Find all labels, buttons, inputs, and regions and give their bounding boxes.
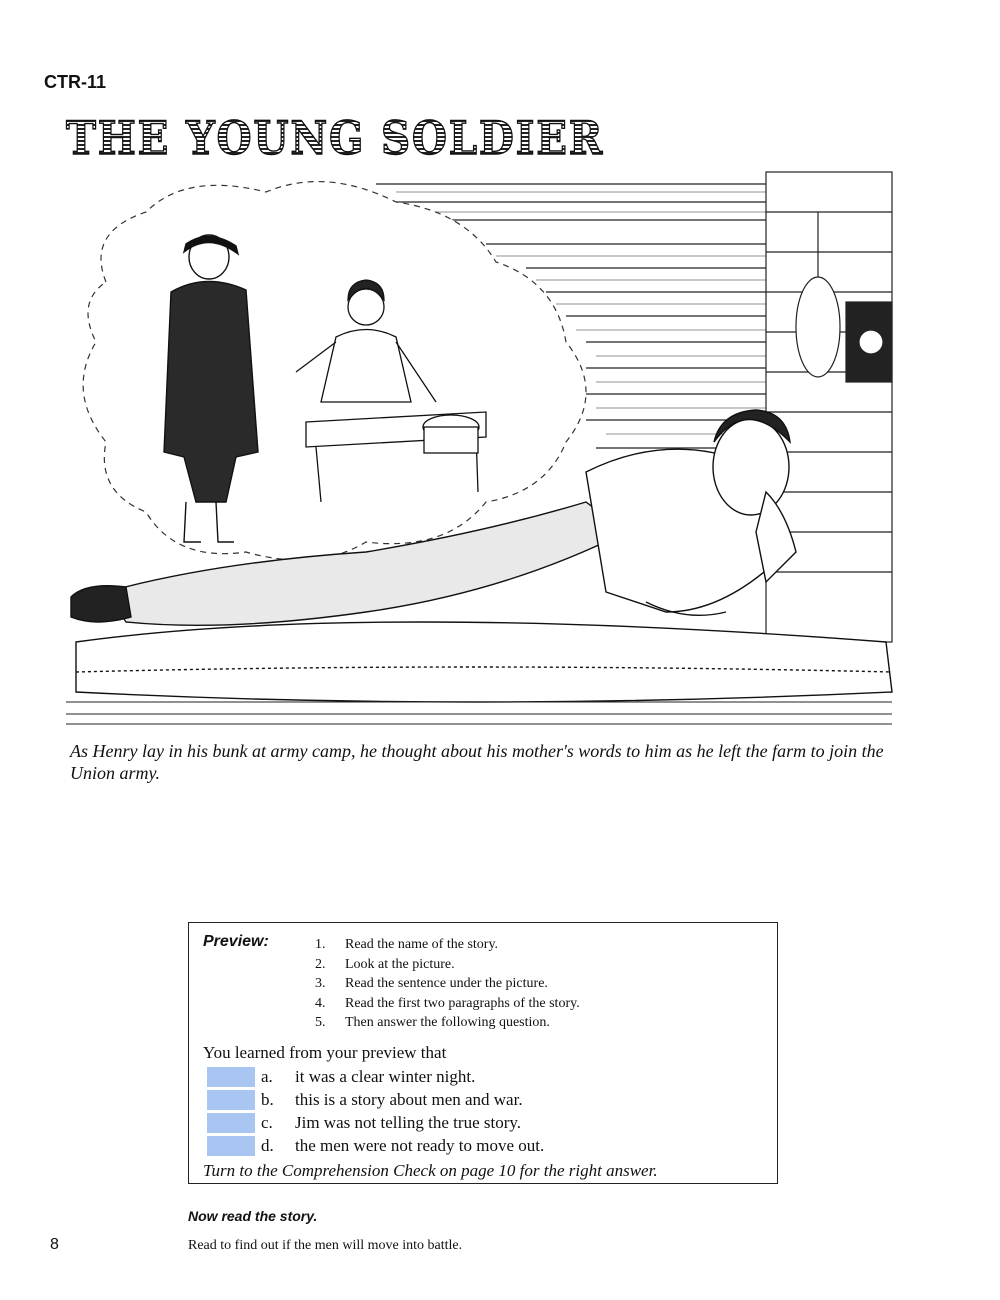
comprehension-note: Turn to the Comprehension Check on page 10 for the right answer. — [203, 1161, 658, 1180]
floor — [66, 702, 892, 724]
answer-checkbox[interactable] — [207, 1136, 255, 1156]
story-title — [66, 112, 606, 164]
preview-step: 5. Then answer the following question. — [315, 1015, 550, 1030]
answer-checkbox[interactable] — [207, 1113, 255, 1133]
answer-choices — [207, 1065, 544, 1157]
preview-step: 2. Look at the picture. — [315, 956, 455, 972]
preview-label: Preview: — [203, 933, 269, 950]
preview-step: 4. Read the first two paragraphs of the story. — [315, 995, 580, 1011]
preview-step: 3. Read the sentence under the picture. — [315, 976, 548, 991]
story-title-text: THE YOUNG SOLDIER — [66, 111, 604, 165]
preview-question: You learned from your preview that — [203, 1043, 447, 1062]
answer-checkbox[interactable] — [207, 1067, 255, 1087]
civil-war-illustration — [66, 172, 892, 728]
worksheet-code: CTR-11 — [44, 72, 107, 92]
page-number: 8 — [50, 1236, 59, 1253]
preview-step: 1. Read the name of the story. — [315, 937, 499, 952]
answer-choice-a[interactable]: a. it was a clear winter night. — [207, 1065, 544, 1088]
now-read-heading: Now read the story. — [188, 1208, 318, 1224]
answer-choice-b[interactable]: b. this is a story about men and war. — [207, 1088, 544, 1111]
answer-choice-d[interactable]: d. the men were not ready to move out. — [207, 1134, 544, 1157]
picture-caption: As Henry lay in his bunk at army camp, he thought about his mother's words to him as he left the farm to join the Union army. — [70, 741, 884, 783]
answer-choice-c[interactable]: c. Jim was not telling the true story. — [207, 1111, 544, 1134]
preview-steps — [315, 935, 580, 1033]
reading-purpose: Read to find out if the men will move into battle. — [188, 1238, 463, 1253]
answer-checkbox[interactable] — [207, 1090, 255, 1110]
preview-box — [188, 922, 778, 1184]
